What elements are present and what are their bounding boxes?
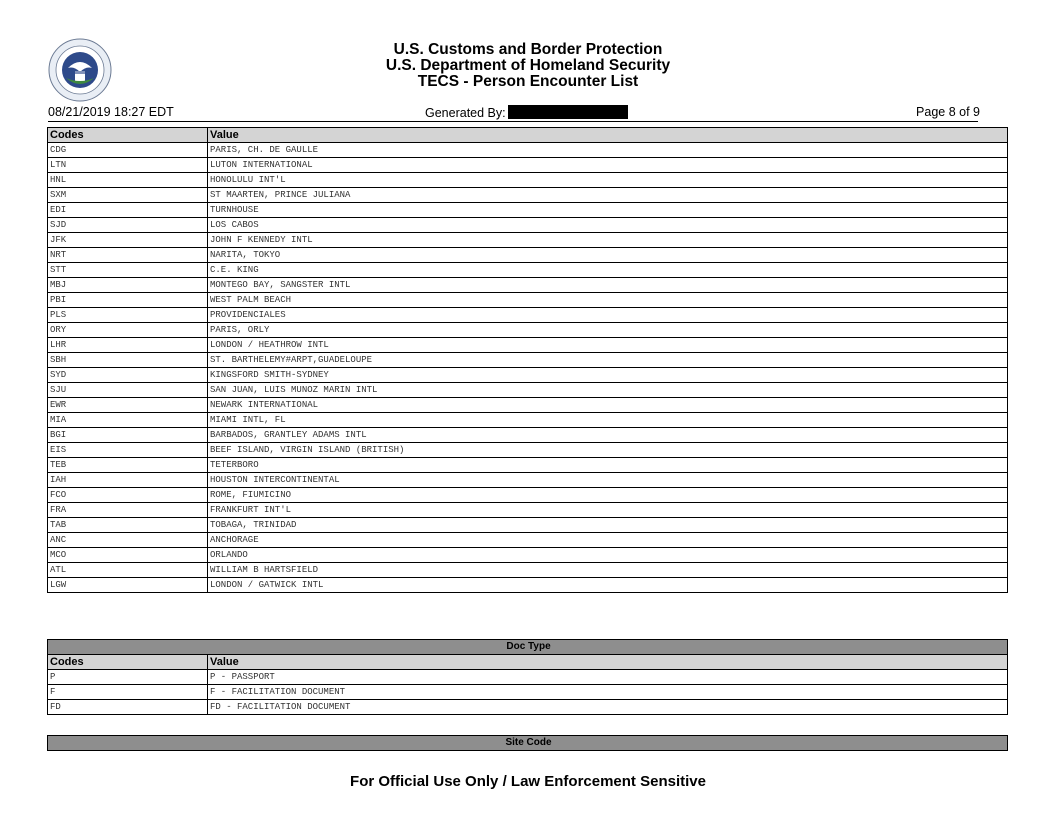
- table-row: [48, 218, 1008, 233]
- value-cell: LONDON / HEATHROW INTL: [208, 338, 1008, 353]
- code-cell: SBH: [48, 353, 208, 368]
- table-row: [48, 398, 1008, 413]
- code-cell: LHR: [48, 338, 208, 353]
- generated-by-label: Generated By:: [425, 106, 506, 120]
- code-cell: IAH: [48, 473, 208, 488]
- table-row: [48, 323, 1008, 338]
- code-cell: P: [48, 670, 208, 685]
- value-cell: PARIS, ORLY: [208, 323, 1008, 338]
- code-cell: F: [48, 685, 208, 700]
- table-row: [48, 293, 1008, 308]
- code-cell: SYD: [48, 368, 208, 383]
- code-cell: ORY: [48, 323, 208, 338]
- header-rule: [48, 121, 978, 122]
- value-cell: ANCHORAGE: [208, 533, 1008, 548]
- value-cell: LONDON / GATWICK INTL: [208, 578, 1008, 593]
- code-cell: MBJ: [48, 278, 208, 293]
- meta-row: [48, 105, 978, 121]
- table-row: [48, 383, 1008, 398]
- table-row: [48, 503, 1008, 518]
- doc-type-table: [47, 639, 1008, 715]
- table-header-row: [48, 128, 1008, 143]
- code-cell: JFK: [48, 233, 208, 248]
- column-header-value: Value: [208, 655, 1008, 670]
- table-row: [48, 700, 1008, 715]
- value-cell: BEEF ISLAND, VIRGIN ISLAND (BRITISH): [208, 443, 1008, 458]
- section-title-doc-type: Doc Type: [48, 640, 1008, 655]
- value-cell: TETERBORO: [208, 458, 1008, 473]
- code-cell: SXM: [48, 188, 208, 203]
- redaction-box: [508, 105, 628, 119]
- document-title: [0, 42, 1056, 90]
- table-row: [48, 443, 1008, 458]
- code-cell: BGI: [48, 428, 208, 443]
- table-row: [48, 578, 1008, 593]
- value-cell: ST. BARTHELEMY#ARPT,GUADELOUPE: [208, 353, 1008, 368]
- value-cell: BARBADOS, GRANTLEY ADAMS INTL: [208, 428, 1008, 443]
- value-cell: NARITA, TOKYO: [208, 248, 1008, 263]
- table-row: [48, 203, 1008, 218]
- code-cell: CDG: [48, 143, 208, 158]
- section-title-site-code: Site Code: [48, 736, 1008, 751]
- value-cell: LOS CABOS: [208, 218, 1008, 233]
- table-row: [48, 670, 1008, 685]
- code-cell: LTN: [48, 158, 208, 173]
- section-header-row: [48, 736, 1008, 751]
- table-header-row: [48, 655, 1008, 670]
- value-cell: TURNHOUSE: [208, 203, 1008, 218]
- table-row: [48, 413, 1008, 428]
- table-row: [48, 458, 1008, 473]
- site-code-table: [47, 735, 1008, 751]
- value-cell: SAN JUAN, LUIS MUNOZ MARIN INTL: [208, 383, 1008, 398]
- code-cell: MCO: [48, 548, 208, 563]
- column-header-codes: Codes: [48, 128, 208, 143]
- generated-by: [425, 105, 628, 120]
- table-row: [48, 488, 1008, 503]
- table-row: [48, 473, 1008, 488]
- table-row: [48, 368, 1008, 383]
- code-cell: PBI: [48, 293, 208, 308]
- table-row: [48, 563, 1008, 578]
- title-line-1: U.S. Customs and Border Protection: [393, 41, 663, 58]
- report-date: 08/21/2019 18:27 EDT: [48, 105, 174, 119]
- table-row: [48, 248, 1008, 263]
- value-cell: WILLIAM B HARTSFIELD: [208, 563, 1008, 578]
- code-cell: LGW: [48, 578, 208, 593]
- code-cell: HNL: [48, 173, 208, 188]
- value-cell: C.E. KING: [208, 263, 1008, 278]
- code-cell: FD: [48, 700, 208, 715]
- code-cell: ATL: [48, 563, 208, 578]
- code-cell: SJU: [48, 383, 208, 398]
- value-cell: TOBAGA, TRINIDAD: [208, 518, 1008, 533]
- value-cell: JOHN F KENNEDY INTL: [208, 233, 1008, 248]
- table-row: [48, 548, 1008, 563]
- value-cell: NEWARK INTERNATIONAL: [208, 398, 1008, 413]
- table-row: [48, 263, 1008, 278]
- table-row: [48, 353, 1008, 368]
- code-cell: FRA: [48, 503, 208, 518]
- table-row: [48, 533, 1008, 548]
- code-cell: PLS: [48, 308, 208, 323]
- value-cell: ORLANDO: [208, 548, 1008, 563]
- code-cell: NRT: [48, 248, 208, 263]
- table-row: [48, 233, 1008, 248]
- value-cell: HOUSTON INTERCONTINENTAL: [208, 473, 1008, 488]
- table-row: [48, 428, 1008, 443]
- table-row: [48, 188, 1008, 203]
- code-cell: EDI: [48, 203, 208, 218]
- code-cell: FCO: [48, 488, 208, 503]
- code-cell: MIA: [48, 413, 208, 428]
- value-cell: ROME, FIUMICINO: [208, 488, 1008, 503]
- value-cell: LUTON INTERNATIONAL: [208, 158, 1008, 173]
- table-row: [48, 338, 1008, 353]
- code-cell: ANC: [48, 533, 208, 548]
- code-cell: EIS: [48, 443, 208, 458]
- value-cell: F - FACILITATION DOCUMENT: [208, 685, 1008, 700]
- value-cell: MONTEGO BAY, SANGSTER INTL: [208, 278, 1008, 293]
- value-cell: P - PASSPORT: [208, 670, 1008, 685]
- airport-codes-table: [47, 127, 1008, 593]
- section-header-row: [48, 640, 1008, 655]
- value-cell: FRANKFURT INT'L: [208, 503, 1008, 518]
- table-row: [48, 173, 1008, 188]
- code-cell: SJD: [48, 218, 208, 233]
- value-cell: HONOLULU INT'L: [208, 173, 1008, 188]
- table-row: [48, 685, 1008, 700]
- title-line-3: TECS - Person Encounter List: [417, 73, 639, 90]
- page-number: Page 8 of 9: [916, 105, 980, 119]
- code-cell: EWR: [48, 398, 208, 413]
- table-row: [48, 308, 1008, 323]
- value-cell: ST MAARTEN, PRINCE JULIANA: [208, 188, 1008, 203]
- footer-disclaimer: For Official Use Only / Law Enforcement Sensitive: [350, 773, 706, 790]
- code-cell: TEB: [48, 458, 208, 473]
- title-line-2: U.S. Department of Homeland Security: [385, 57, 671, 74]
- value-cell: PROVIDENCIALES: [208, 308, 1008, 323]
- column-header-codes: Codes: [48, 655, 208, 670]
- code-cell: TAB: [48, 518, 208, 533]
- table-row: [48, 518, 1008, 533]
- value-cell: WEST PALM BEACH: [208, 293, 1008, 308]
- code-cell: STT: [48, 263, 208, 278]
- table-row: [48, 143, 1008, 158]
- table-row: [48, 158, 1008, 173]
- value-cell: FD - FACILITATION DOCUMENT: [208, 700, 1008, 715]
- value-cell: PARIS, CH. DE GAULLE: [208, 143, 1008, 158]
- table-row: [48, 278, 1008, 293]
- value-cell: KINGSFORD SMITH-SYDNEY: [208, 368, 1008, 383]
- column-header-value: Value: [208, 128, 1008, 143]
- value-cell: MIAMI INTL, FL: [208, 413, 1008, 428]
